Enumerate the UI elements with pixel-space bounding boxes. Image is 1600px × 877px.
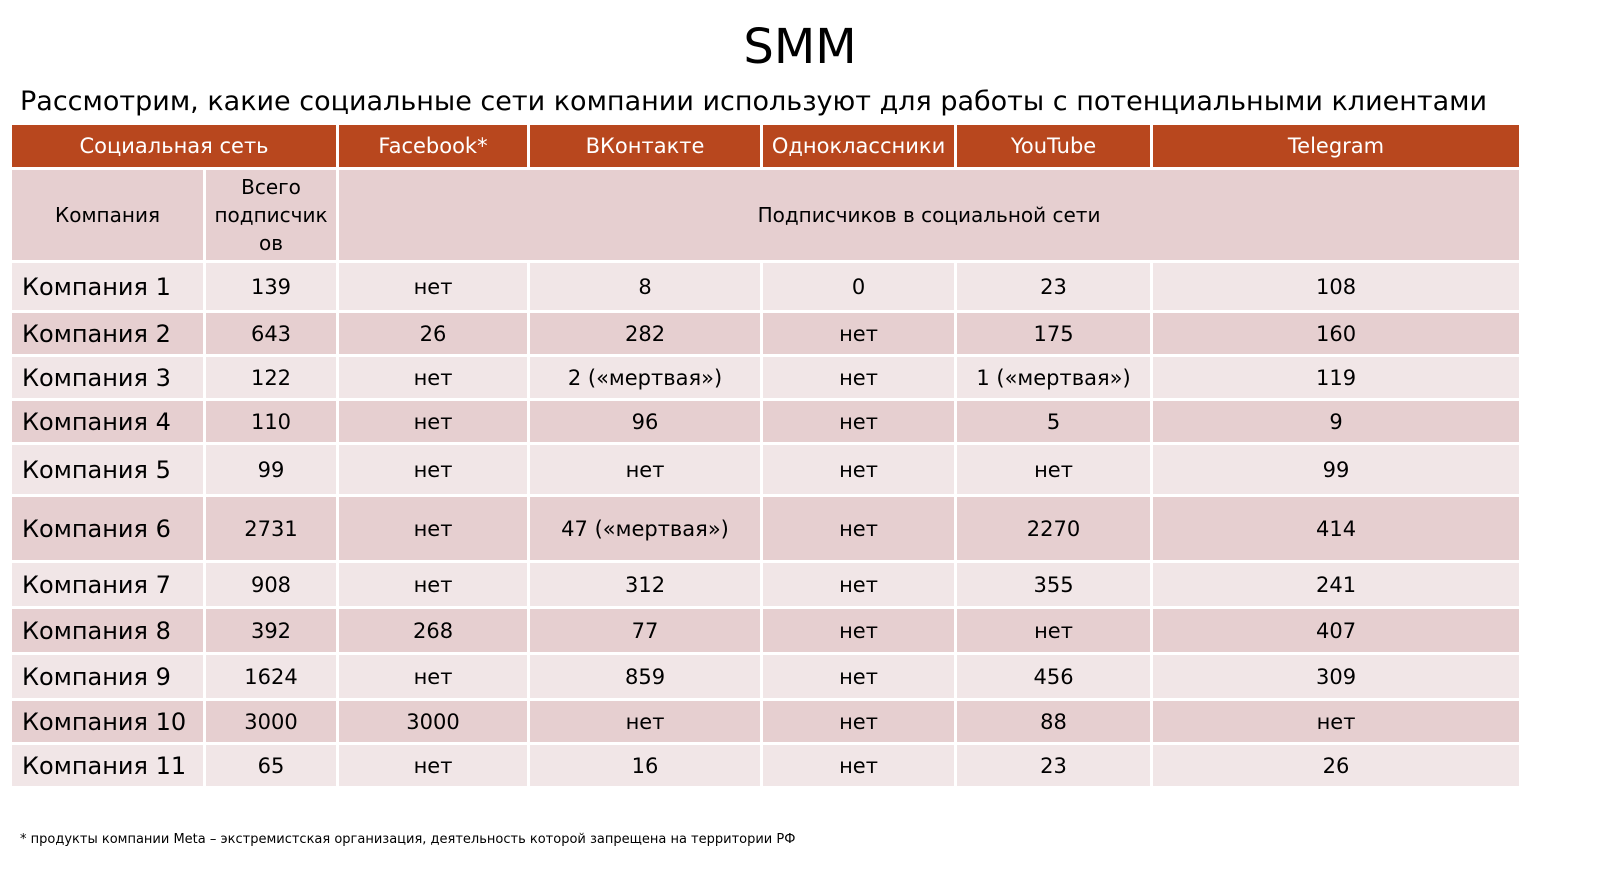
- cell-facebook: нет: [338, 496, 529, 562]
- cell-facebook: нет: [338, 356, 529, 400]
- cell-facebook: 268: [338, 608, 529, 654]
- cell-total: 643: [205, 312, 338, 356]
- cell-ok: нет: [762, 496, 956, 562]
- cell-company: Компания 1: [11, 262, 205, 312]
- cell-company: Компания 2: [11, 312, 205, 356]
- table-row: [11, 744, 1521, 788]
- cell-youtube: 456: [956, 654, 1152, 700]
- cell-ok: нет: [762, 356, 956, 400]
- cell-youtube: 355: [956, 562, 1152, 608]
- cell-total: 65: [205, 744, 338, 788]
- table-row: [11, 262, 1521, 312]
- footnote: * продукты компании Meta – экстремистская организация, деятельность которой запрещена на территории РФ: [20, 832, 796, 847]
- cell-total: 3000: [205, 700, 338, 744]
- cell-total: 99: [205, 444, 338, 496]
- cell-ok: нет: [762, 562, 956, 608]
- cell-vk: 77: [529, 608, 762, 654]
- cell-company: Компания 10: [11, 700, 205, 744]
- cell-telegram: 407: [1152, 608, 1521, 654]
- cell-telegram: 108: [1152, 262, 1521, 312]
- cell-company: Компания 11: [11, 744, 205, 788]
- cell-vk: 96: [529, 400, 762, 444]
- cell-youtube: 23: [956, 744, 1152, 788]
- table-subheader-row: [11, 169, 1521, 262]
- table-header-row: [11, 124, 1521, 169]
- subheader-subscribers: Подписчиков в социальной сети: [338, 169, 1521, 262]
- cell-ok: нет: [762, 312, 956, 356]
- cell-company: Компания 9: [11, 654, 205, 700]
- cell-facebook: нет: [338, 744, 529, 788]
- cell-total: 122: [205, 356, 338, 400]
- cell-company: Компания 3: [11, 356, 205, 400]
- cell-facebook: 3000: [338, 700, 529, 744]
- cell-youtube: нет: [956, 444, 1152, 496]
- subheader-total: [205, 169, 338, 262]
- table-row: [11, 444, 1521, 496]
- cell-youtube: 23: [956, 262, 1152, 312]
- cell-telegram: 241: [1152, 562, 1521, 608]
- cell-company: Компания 8: [11, 608, 205, 654]
- cell-facebook: нет: [338, 400, 529, 444]
- table-row: [11, 654, 1521, 700]
- subheader-total-line3: ов: [258, 231, 284, 255]
- page-title: SMM: [743, 19, 857, 75]
- cell-ok: нет: [762, 744, 956, 788]
- cell-ok: нет: [762, 700, 956, 744]
- cell-youtube: 175: [956, 312, 1152, 356]
- header-youtube: YouTube: [956, 124, 1152, 169]
- cell-total: 392: [205, 608, 338, 654]
- cell-facebook: нет: [338, 654, 529, 700]
- subheader-total-line1: Всего: [241, 175, 301, 199]
- cell-ok: 0: [762, 262, 956, 312]
- header-facebook: Facebook*: [338, 124, 529, 169]
- table-row: [11, 312, 1521, 356]
- subheader-total-line2: подписчик: [214, 203, 328, 227]
- header-social-network: Социальная сеть: [11, 124, 338, 169]
- cell-total: 1624: [205, 654, 338, 700]
- cell-vk: нет: [529, 700, 762, 744]
- cell-total: 908: [205, 562, 338, 608]
- cell-facebook: нет: [338, 262, 529, 312]
- cell-vk: 47 («мертвая»): [529, 496, 762, 562]
- cell-vk: нет: [529, 444, 762, 496]
- cell-youtube: 1 («мертвая»): [956, 356, 1152, 400]
- table-row: [11, 356, 1521, 400]
- cell-vk: 2 («мертвая»): [529, 356, 762, 400]
- cell-facebook: нет: [338, 562, 529, 608]
- cell-youtube: нет: [956, 608, 1152, 654]
- subheader-company: Компания: [11, 169, 205, 262]
- cell-youtube: 88: [956, 700, 1152, 744]
- cell-vk: 859: [529, 654, 762, 700]
- table-row: [11, 700, 1521, 744]
- cell-ok: нет: [762, 444, 956, 496]
- cell-total: 2731: [205, 496, 338, 562]
- cell-ok: нет: [762, 400, 956, 444]
- smm-table: [9, 122, 1522, 789]
- cell-ok: нет: [762, 608, 956, 654]
- cell-company: Компания 4: [11, 400, 205, 444]
- cell-facebook: нет: [338, 444, 529, 496]
- cell-total: 110: [205, 400, 338, 444]
- cell-vk: 312: [529, 562, 762, 608]
- cell-company: Компания 6: [11, 496, 205, 562]
- header-vk: ВКонтакте: [529, 124, 762, 169]
- cell-youtube: 2270: [956, 496, 1152, 562]
- cell-vk: 8: [529, 262, 762, 312]
- cell-youtube: 5: [956, 400, 1152, 444]
- cell-vk: 16: [529, 744, 762, 788]
- cell-telegram: 99: [1152, 444, 1521, 496]
- cell-facebook: 26: [338, 312, 529, 356]
- cell-company: Компания 5: [11, 444, 205, 496]
- table-row: [11, 608, 1521, 654]
- cell-telegram: 160: [1152, 312, 1521, 356]
- cell-telegram: 119: [1152, 356, 1521, 400]
- table-row: [11, 400, 1521, 444]
- cell-telegram: 414: [1152, 496, 1521, 562]
- table-row: [11, 496, 1521, 562]
- cell-telegram: 9: [1152, 400, 1521, 444]
- cell-vk: 282: [529, 312, 762, 356]
- cell-telegram: нет: [1152, 700, 1521, 744]
- cell-telegram: 26: [1152, 744, 1521, 788]
- cell-ok: нет: [762, 654, 956, 700]
- header-ok: Одноклассники: [762, 124, 956, 169]
- table-row: [11, 562, 1521, 608]
- cell-telegram: 309: [1152, 654, 1521, 700]
- page-subtitle: Рассмотрим, какие социальные сети компании используют для работы с потенциальными клиентами: [20, 86, 1488, 117]
- cell-total: 139: [205, 262, 338, 312]
- cell-company: Компания 7: [11, 562, 205, 608]
- header-telegram: Telegram: [1152, 124, 1521, 169]
